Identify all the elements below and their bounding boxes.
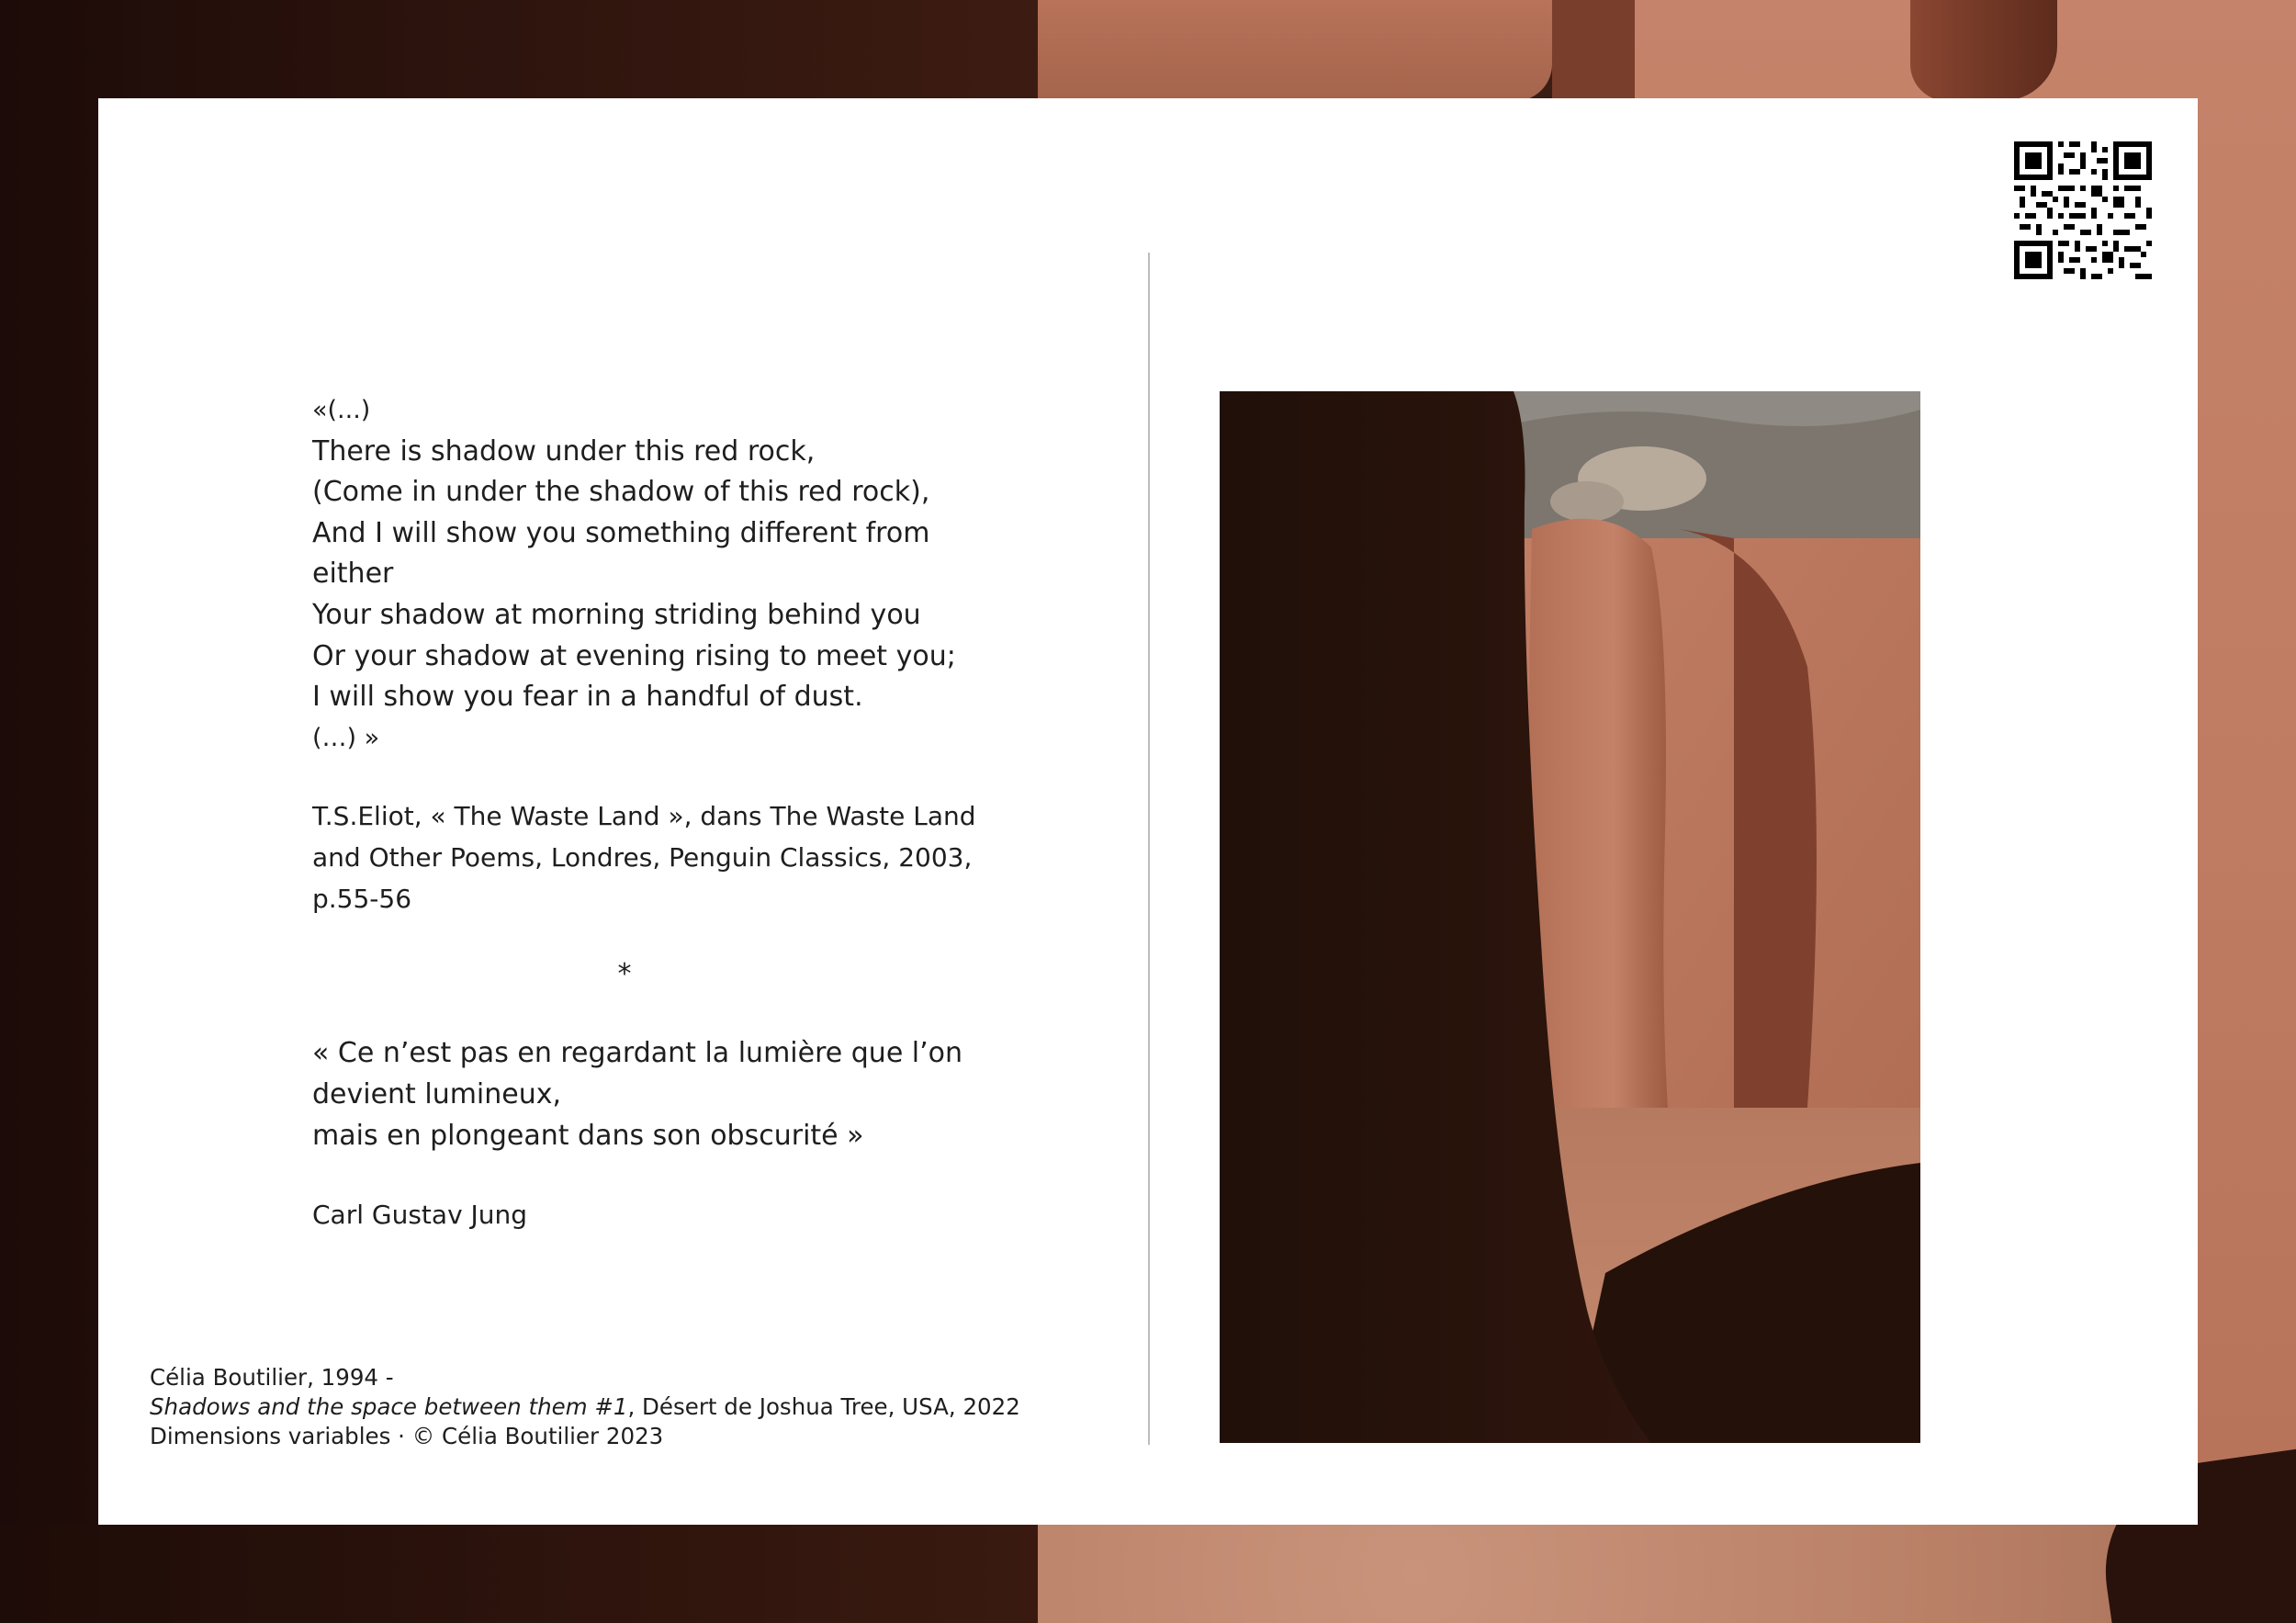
poem-line: Your shadow at morning striding behind you xyxy=(312,598,921,631)
caption-location: , Désert de Joshua Tree, USA, 2022 xyxy=(627,1393,1020,1420)
caption-title: Shadows and the space between them #1 xyxy=(150,1393,628,1420)
artwork-caption xyxy=(150,1363,1123,1451)
quote-line: mais en plongeant dans son obscurité » xyxy=(312,1119,864,1152)
shadowed-ground-left xyxy=(0,1525,1038,1623)
jung-quote xyxy=(312,1033,1047,1156)
quote-line: devient lumineux, xyxy=(312,1077,562,1110)
citation-line: T.S.Eliot, « The Waste Land », dans The Waste Land xyxy=(312,801,976,832)
poem-line: either xyxy=(312,558,394,591)
poem xyxy=(312,390,1047,759)
postcard xyxy=(98,98,2198,1525)
adobe-wall-top xyxy=(1038,0,1552,101)
caption-artist: Célia Boutilier, 1994 - xyxy=(150,1364,394,1391)
quote-author: Carl Gustav Jung xyxy=(312,1200,528,1231)
section-separator: * xyxy=(617,958,632,991)
poem-line: «(...) xyxy=(312,396,371,424)
qr-code-icon[interactable] xyxy=(2014,141,2152,279)
caption-title-line xyxy=(150,1392,1123,1422)
poem-line: There is shadow under this red rock, xyxy=(312,434,816,468)
poem-line: And I will show you something different from xyxy=(312,516,930,549)
citation-line: p.55-56 xyxy=(312,884,412,915)
poem-line: (Come in under the shadow of this red rock), xyxy=(312,476,930,509)
caption-credits: Dimensions variables · © Célia Boutilier 2023 xyxy=(150,1423,664,1449)
poem-line: I will show you fear in a handful of dust. xyxy=(312,681,863,714)
poem-line: Or your shadow at evening rising to meet you; xyxy=(312,639,956,672)
wall-shadow-top xyxy=(1552,0,1635,101)
quote-line: « Ce n’est pas en regardant la lumière que l’on xyxy=(312,1037,963,1070)
poem-citation xyxy=(312,795,1047,919)
text-column xyxy=(312,390,1047,1234)
center-divider xyxy=(1148,253,1150,1445)
citation-line: and Other Poems, Londres, Penguin Classics, 2003, xyxy=(312,842,973,873)
poem-line: (…) » xyxy=(312,723,380,752)
wall-shadow-right xyxy=(1910,0,2057,101)
artwork-photo xyxy=(1220,391,1920,1443)
